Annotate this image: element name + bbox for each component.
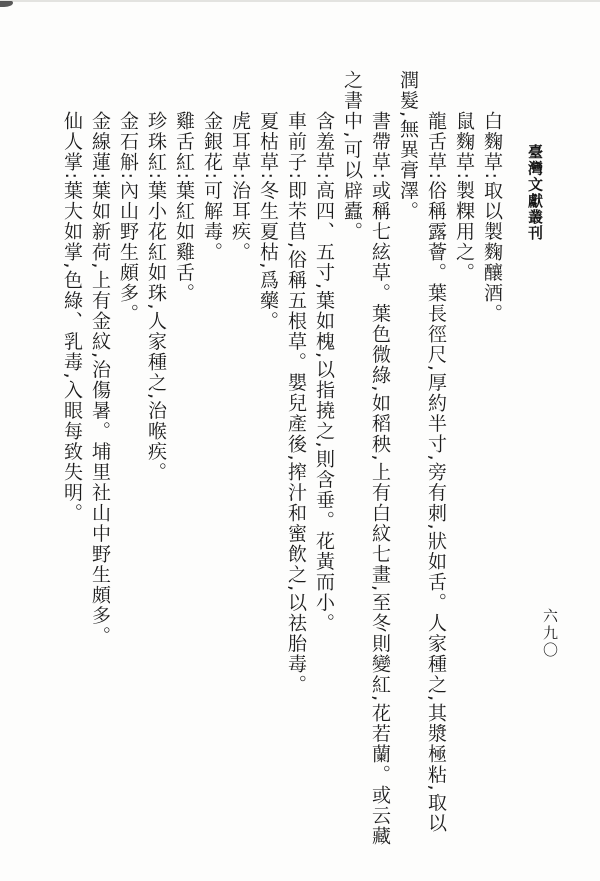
herb-entry-han-xiu-cao: 含羞草:高四、五寸,葉如槐,以指撓之,則含垂。花黃而小。: [313, 111, 335, 634]
herb-entry-shu-qu-cao: 鼠麴草:製粿用之。: [453, 111, 475, 283]
herb-entry-zhen-zhu-hong: 珍珠紅:葉小花紅如珠,人家種之,治喉疾。: [145, 111, 167, 483]
herb-entry-jin-xian-lian: 金線蓮:葉如新荷,上有金紋,治傷暑。埔里社山中野生頗多。: [89, 111, 111, 647]
herb-entry-hu-er-cao: 虎耳草:治耳疾。: [229, 111, 251, 263]
scan-corner-smudge: [0, 1, 13, 7]
herb-entry-che-qian-zi: 車前子:即芣苢,俗稱五根草。嬰兒產後,搾汁和蜜飲之,以祛胎毒。: [285, 111, 307, 696]
herb-entry-jin-yin-hua: 金銀花:可解毒。: [201, 111, 223, 263]
herb-entry-xia-ku-cao: 夏枯草:冬生夏枯,爲藥。: [257, 111, 279, 332]
herb-entry-ji-she-hong: 雞舌紅:葉紅如雞舌。: [173, 111, 195, 304]
running-head-series-title: 臺灣文獻叢刊: [526, 144, 544, 242]
page-number: 六九〇: [541, 608, 559, 659]
herb-entry-shu-dai-cao: 書帶草:或稱七絃草。葉色微綠,如稻秧,上有白紋七畫,至冬則變紅,花若蘭。或云藏之書中,可以辟蠹。: [341, 70, 391, 847]
herb-entry-long-she-cao: 龍舌草:俗稱露薈。葉長徑尺,厚約半寸,旁有刺,狀如舌。人家種之,其漿極粘,取以潤髮,無異膏澤。: [397, 70, 447, 834]
main-text-block: [58, 70, 506, 852]
herb-entry-bai-qu-cao: 白麴草:取以製麴釀酒。: [481, 111, 503, 324]
scan-edge-artifact: [0, 0, 600, 2]
herb-entry-xian-ren-zhang: 仙人掌:葉大如掌,色綠、乳毒,入眼每致失明。: [61, 111, 83, 524]
herb-entry-jin-shi-hu: 金石斛:內山野生頗多。: [117, 111, 139, 324]
